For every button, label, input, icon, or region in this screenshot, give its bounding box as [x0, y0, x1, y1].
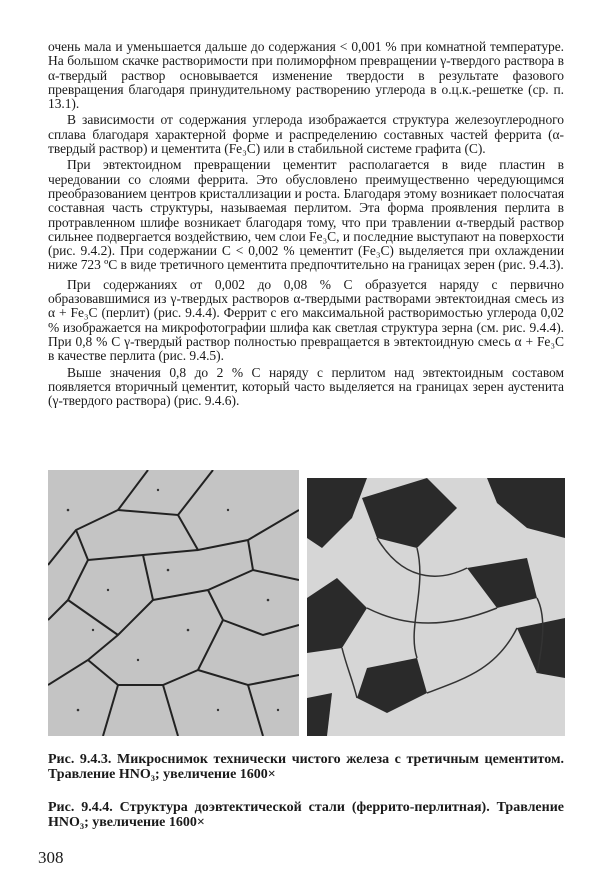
figure-caption-9-4-4 [48, 800, 564, 830]
figure-label: Рис. 9.4.3. [48, 752, 112, 767]
figure-caption-9-4-3 [48, 752, 564, 782]
paragraph-5: Выше значения 0,8 до 2 % С наряду с перлитом над эвтектоидным составом появляется вторичный цементит, который часто выделяется на границах зерен аустенита (γ-твердого раствора) (рис. 9.4.6). [48, 364, 564, 409]
figure-caption-text: Микроснимок технически чистого железа с третичным цементитом. Травление HNO₃; увеличение 1600× [48, 752, 564, 782]
paragraph-1: очень мала и уменьшается дальше до содержания < 0,001 % при комнатной температуре. На большом скачке растворимости при полиморфном превращении γ-твердого раствора в α-твердый раствор основывается изменение твердости в результате фазового превращения благодаря принудительному растворению углерода в о.ц.к.-решетке (ср. п. 13.1). [48, 39, 564, 112]
body-text [48, 40, 564, 410]
micrograph-hypoeutectoid-steel [307, 478, 565, 736]
page-number: 308 [38, 848, 64, 867]
figure-label: Рис. 9.4.4. [48, 800, 113, 815]
paragraph-3: При эвтектоидном превращении цементит располагается в виде пластин в чередовании со слоями феррита. Это обусловлено преимущественно чередующимся преобразованием центров кристаллизации и роста. Благодаря этому возникает полосчатая составная часть структуры, называемая перлитом. Эта форма проявления перлита в протравленном шлифе возникает благодаря тому, что при травлении α-твердый раствор сильнее подвергается воздействию, чем слои Fe₃C, и последние выступают на поверхости (рис. 9.4.2). При содержании С < 0,002 % цементит (Fe₃C) выделяется при охлаждении ниже 723 ºС в виде третичного цементита предпочтительно на границах зерен (рис. 9.4.3). [48, 157, 564, 273]
paragraph-2: В зависимости от содержания углерода изображается структура железоуглеродного сплава благодаря характерной форме и распределению составных частей феррита (α-твердый раствор) и цементита (Fe₃C) или в стабильной системе графита (С). [48, 112, 564, 157]
paragraph-4: При содержаниях от 0,002 до 0,08 % С образуется наряду с первично образовавшимися из γ-твердых растворов α-твердыми растворами эвтектоидная смесь из α + Fe₃C (перлит) (рис. 9.4.4). Феррит с его максимальной растворимостью углерода 0,02 % изображается на микрофотографии шлифа как светлая структура зерна (см. рис. 9.4.4). При 0,8 % С γ-твердый раствор полностью превращается в эвтектоидную смесь α + Fe₃C в качестве перлита (рис. 9.4.5). [48, 276, 564, 364]
figure-caption-text: Структура доэвтектической стали (феррито-перлитная). Травление HNO₃; увеличение 1600× [48, 800, 564, 830]
micrograph-pure-iron [48, 470, 299, 736]
